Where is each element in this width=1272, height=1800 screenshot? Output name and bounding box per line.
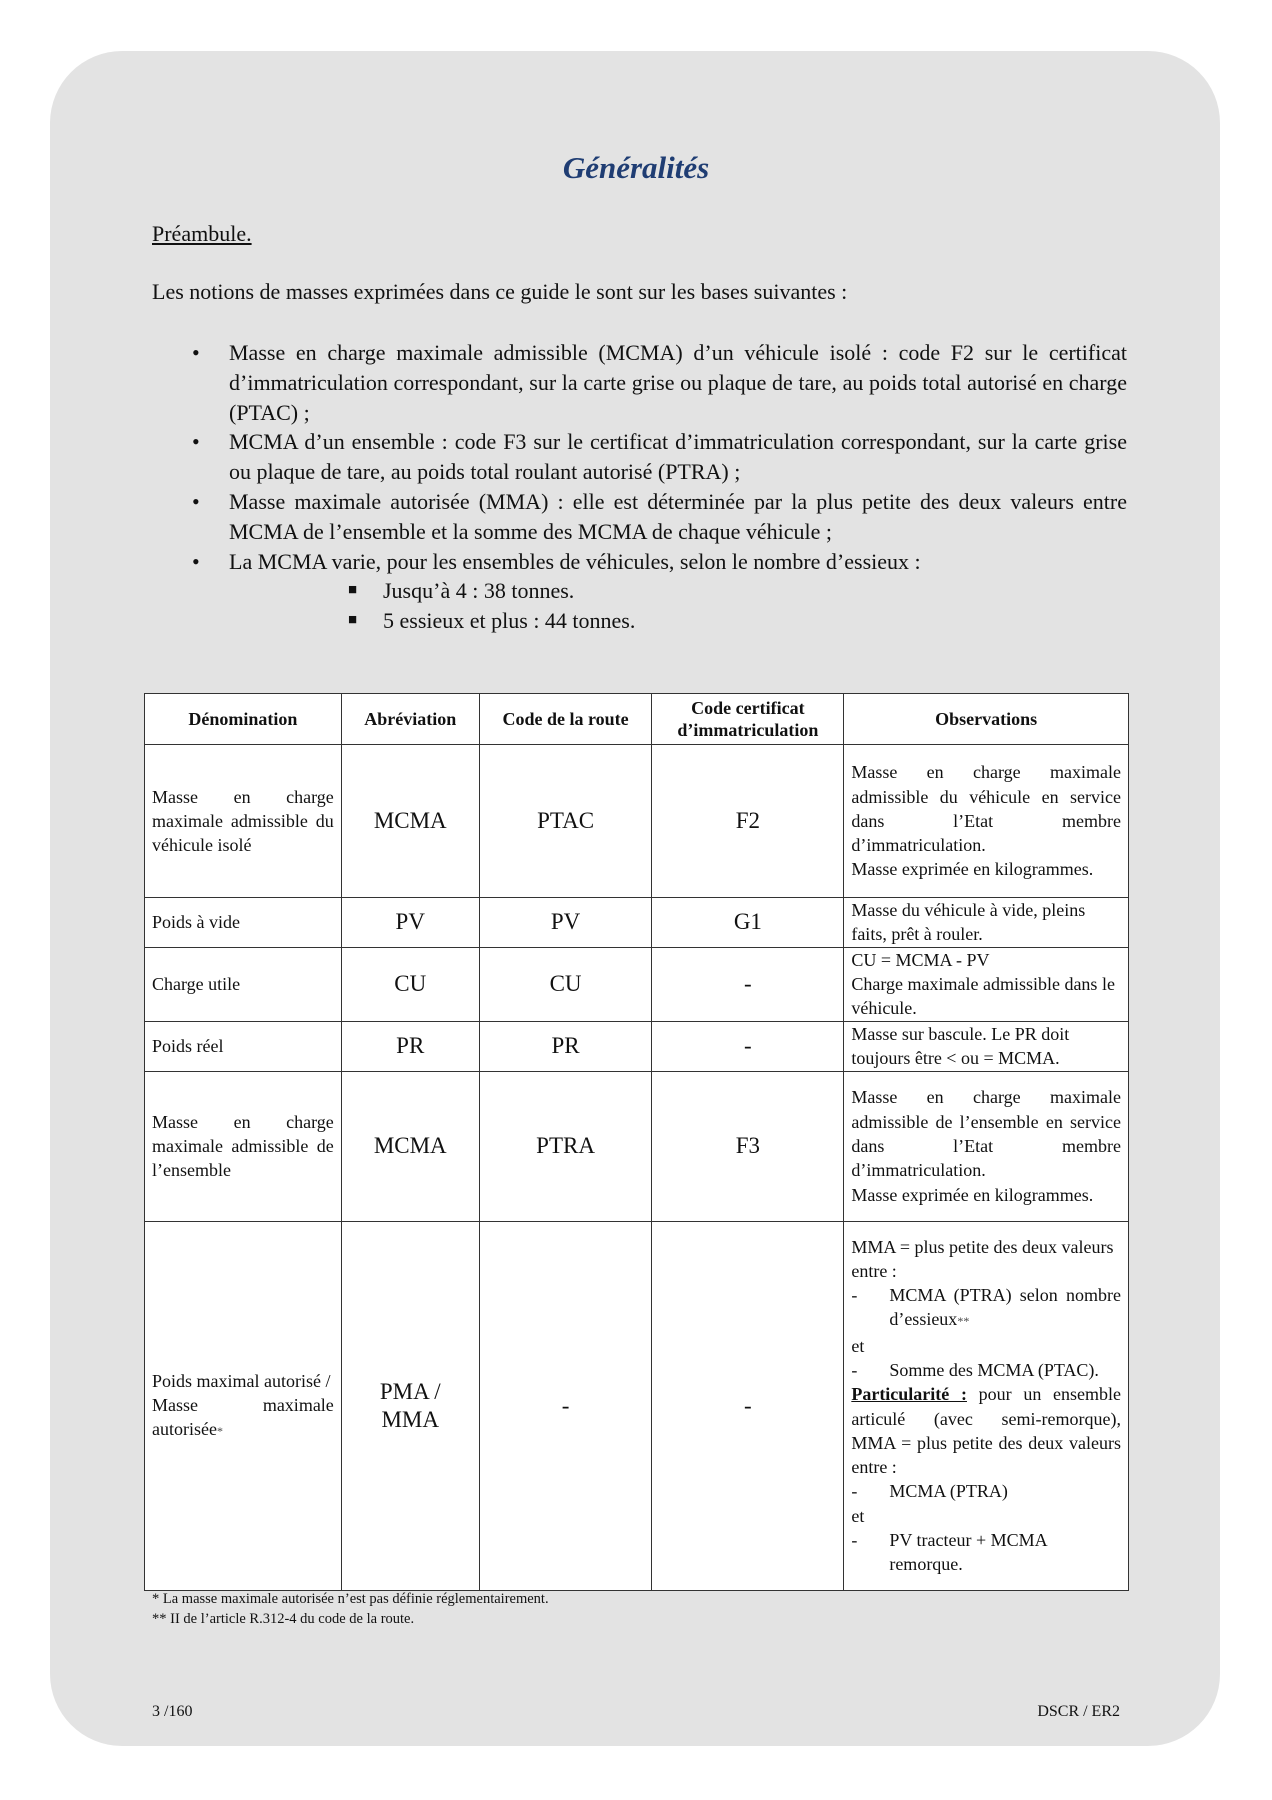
table-row (145, 1021, 1129, 1071)
cell-observations (844, 745, 1129, 898)
cell-abreviation: PR (341, 1021, 479, 1071)
footnote: ** II de l’article R.312-4 du code de la route. (152, 1610, 415, 1627)
header-code-certificat: Code certificat d’immatriculation (652, 694, 844, 745)
denomination-line: Masse maximale autorisée (152, 1394, 334, 1439)
header-code-route: Code de la route (479, 694, 652, 745)
cell-code-route: PR (479, 1021, 652, 1071)
footnote-marker: ** (957, 1314, 970, 1329)
cell-code-certificat: F3 (652, 1071, 844, 1221)
cell-denomination: Masse en charge maximale admissible du véhicule isolé (145, 745, 342, 898)
cell-abreviation: PV (341, 898, 479, 948)
observation-dash-item: - MCMA (PTRA) selon nombre d’essieux** (851, 1285, 1121, 1330)
sub-list-item-text: Jusqu’à 4 : 38 tonnes. (383, 578, 575, 604)
observation-line: Masse en charge maximale admissible de l’ensemble en service dans l’Etat membre d’immatriculation. (851, 1087, 1121, 1181)
cell-observations (844, 947, 1129, 1021)
masses-table (144, 693, 1129, 1591)
bullet-icon: • (192, 429, 200, 455)
bullet-icon: • (192, 548, 200, 574)
list-item-text: Masse maximale autorisée (MMA) : elle est déterminée par la plus petite des deux valeurs entre MCMA de l’ensemble et la somme des MCMA de chaque véhicule ; (229, 488, 1127, 544)
bullet-list (152, 338, 1127, 636)
cell-denomination: Poids réel (145, 1021, 342, 1071)
cell-abreviation (341, 1221, 479, 1590)
cell-abreviation: CU (341, 947, 479, 1021)
observation-line: Masse exprimée en kilogrammes. (851, 859, 1094, 880)
footnote-marker: * (216, 1423, 223, 1438)
sub-list-item-text: 5 essieux et plus : 44 tonnes. (383, 608, 636, 634)
cell-denomination: Poids à vide (145, 898, 342, 948)
observation-line: Particularité : pour un ensemble articulé (avec semi-remorque), MMA = plus petite des deux valeurs entre : (851, 1384, 1121, 1478)
observation-line: Masse en charge maximale admissible du véhicule en service dans l’Etat membre d’immatriculation. (851, 762, 1121, 856)
cell-observations (844, 1221, 1129, 1590)
sub-list-item (152, 606, 1127, 636)
dash-icon: - (851, 1481, 858, 1502)
observation-line: MMA = plus petite des deux valeurs entre : (851, 1236, 1114, 1281)
abreviation-line: MMA (381, 1406, 439, 1432)
cell-code-route: - (479, 1221, 652, 1590)
header-denomination: Dénomination (145, 694, 342, 745)
intro-paragraph: Les notions de masses exprimées dans ce guide le sont sur les bases suivantes : (152, 279, 848, 304)
table-header-row (145, 694, 1129, 745)
cell-abreviation: MCMA (341, 1071, 479, 1221)
page-title: Généralités (562, 150, 710, 185)
observation-dash-item: - PV tracteur + MCMA remorque. (851, 1530, 1047, 1575)
preamble-heading: Préambule. (152, 221, 252, 246)
page-number: 3 /160 (152, 1703, 193, 1720)
cell-code-route: PV (479, 898, 652, 948)
header-abreviation: Abréviation (341, 694, 479, 745)
square-bullet-icon: ■ (348, 612, 358, 629)
bullet-icon: • (192, 340, 200, 365)
header-observations: Observations (844, 694, 1129, 745)
dash-icon: - (851, 1530, 858, 1551)
cell-observations (844, 898, 1129, 948)
list-item (152, 547, 1127, 577)
cell-code-certificat: - (652, 1221, 844, 1590)
footnotes (152, 1590, 549, 1629)
square-bullet-icon: ■ (348, 582, 358, 599)
dash-icon: - (851, 1360, 858, 1380)
cell-denomination: Masse en charge maximale admissible de l’ensemble (145, 1071, 342, 1221)
observation-line: Masse du véhicule à vide, pleins faits, prêt à rouler. (851, 900, 1086, 945)
observation-dash-item: - Somme des MCMA (PTAC). (851, 1358, 1121, 1382)
observation-line: et (851, 1335, 865, 1356)
observation-line: CU = MCMA - PV (851, 949, 990, 970)
observation-dash-item: - MCMA (PTRA) (851, 1479, 1121, 1503)
cell-observations (844, 1071, 1129, 1221)
table-row (145, 1071, 1129, 1221)
cell-code-certificat: - (652, 947, 844, 1021)
cell-abreviation: MCMA (341, 745, 479, 898)
cell-code-route: CU (479, 947, 652, 1021)
list-item-text: Masse en charge maximale admissible (MCMA) d’un véhicule isolé : code F2 sur le certificat d’immatriculation correspondant, sur la carte grise ou plaque de tare, au poids total autorisé en charge (PTAC) ; (229, 340, 1127, 425)
observation-line: Charge maximale admissible dans le véhicule. (851, 973, 1115, 1019)
list-item-text: La MCMA varie, pour les ensembles de véhicules, selon le nombre d’essieux : (229, 548, 921, 574)
dash-icon: - (851, 1285, 858, 1306)
denomination-line: Poids maximal autorisé / (152, 1370, 331, 1391)
observation-line: et (851, 1505, 865, 1526)
table-row (145, 898, 1129, 948)
cell-denomination: Charge utile (145, 947, 342, 1021)
list-item-text: MCMA d’un ensemble : code F3 sur le certificat d’immatriculation correspondant, sur la carte grise ou plaque de tare, au poids total roulant autorisé (PTRA) ; (229, 429, 1127, 485)
particularite-label: Particularité : (851, 1384, 967, 1405)
cell-code-certificat: - (652, 1021, 844, 1071)
abreviation-line: PMA / (379, 1378, 441, 1404)
cell-observations (844, 1021, 1129, 1071)
table-row (145, 947, 1129, 1021)
document-reference: DSCR / ER2 (1037, 1703, 1120, 1720)
cell-denomination (145, 1221, 342, 1590)
cell-code-route: PTAC (479, 745, 652, 898)
sub-list-item (152, 576, 1127, 606)
observation-line: Masse exprimée en kilogrammes. (851, 1184, 1094, 1205)
list-item (152, 427, 1127, 487)
cell-code-certificat: G1 (652, 898, 844, 948)
table-row (145, 1221, 1129, 1590)
bullet-icon: • (192, 488, 200, 514)
observation-line: Masse sur bascule. Le PR doit toujours être < ou = MCMA. (851, 1023, 1070, 1069)
cell-code-route: PTRA (479, 1071, 652, 1221)
list-item (152, 338, 1127, 427)
footnote: * La masse maximale autorisée n’est pas définie réglementairement. (152, 1591, 549, 1607)
table-row (145, 745, 1129, 898)
list-item (152, 487, 1127, 547)
cell-code-certificat: F2 (652, 745, 844, 898)
